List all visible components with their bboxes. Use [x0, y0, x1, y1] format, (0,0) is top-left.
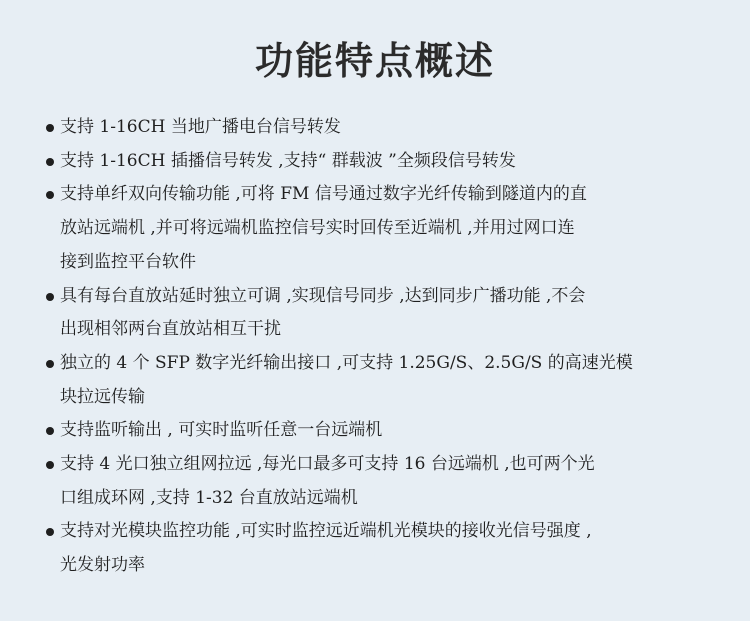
bullet-icon: [46, 461, 54, 469]
feature-line: 支持 4 光口独立组网拉远 ,每光口最多可支持 16 台远端机 ,也可两个光: [60, 454, 595, 475]
feature-item: [46, 111, 736, 145]
feature-line: 具有每台直放站延时独立可调 ,实现信号同步 ,达到同步广播功能 ,不会: [60, 285, 586, 306]
feature-line: 独立的 4 个 SFP 数字光纤输出接口 ,可支持 1.25G/S、2.5G/S 的高速光模: [60, 352, 633, 373]
feature-line: 放站远端机 ,并可将远端机监控信号实时回传至近端机 ,并用过网口连: [60, 218, 575, 239]
feature-line: 支持 1-16CH 当地广播电台信号转发: [60, 117, 341, 137]
feature-line: 接到监控平台软件: [60, 251, 196, 272]
bullet-icon: [46, 293, 54, 301]
feature-line: 块拉远传输: [60, 386, 145, 407]
bullet-icon: [46, 124, 54, 132]
bullet-icon: [46, 528, 54, 536]
bullet-icon: [46, 427, 54, 435]
feature-item: [46, 414, 736, 448]
feature-item: [46, 145, 736, 179]
feature-list: [46, 111, 736, 583]
feature-line: 出现相邻两台直放站相互干扰: [60, 319, 281, 340]
feature-item: [46, 280, 736, 347]
feature-line: 支持对光模块监控功能 ,可实时监控远近端机光模块的接收光信号强度 ,: [60, 521, 592, 542]
feature-line: 支持监听输出 , 可实时监听任意一台远端机: [60, 420, 383, 441]
page-title: 功能特点概述: [254, 39, 495, 83]
bullet-icon: [46, 158, 54, 166]
feature-line: 支持单纤双向传输功能 ,可将 FM 信号通过数字光纤传输到隧道内的直: [60, 184, 587, 205]
feature-item: [46, 515, 736, 582]
feature-item: [46, 347, 736, 414]
bullet-icon: [46, 360, 54, 368]
bullet-icon: [46, 191, 54, 199]
feature-item: [46, 448, 736, 515]
feature-item: [46, 178, 736, 279]
feature-line: 支持 1-16CH 插播信号转发 ,支持“ 群载波 ”全频段信号转发: [60, 150, 516, 171]
feature-line: 口组成环网 ,支持 1-32 台直放站远端机: [60, 487, 358, 508]
feature-line: 光发射功率: [60, 555, 145, 576]
